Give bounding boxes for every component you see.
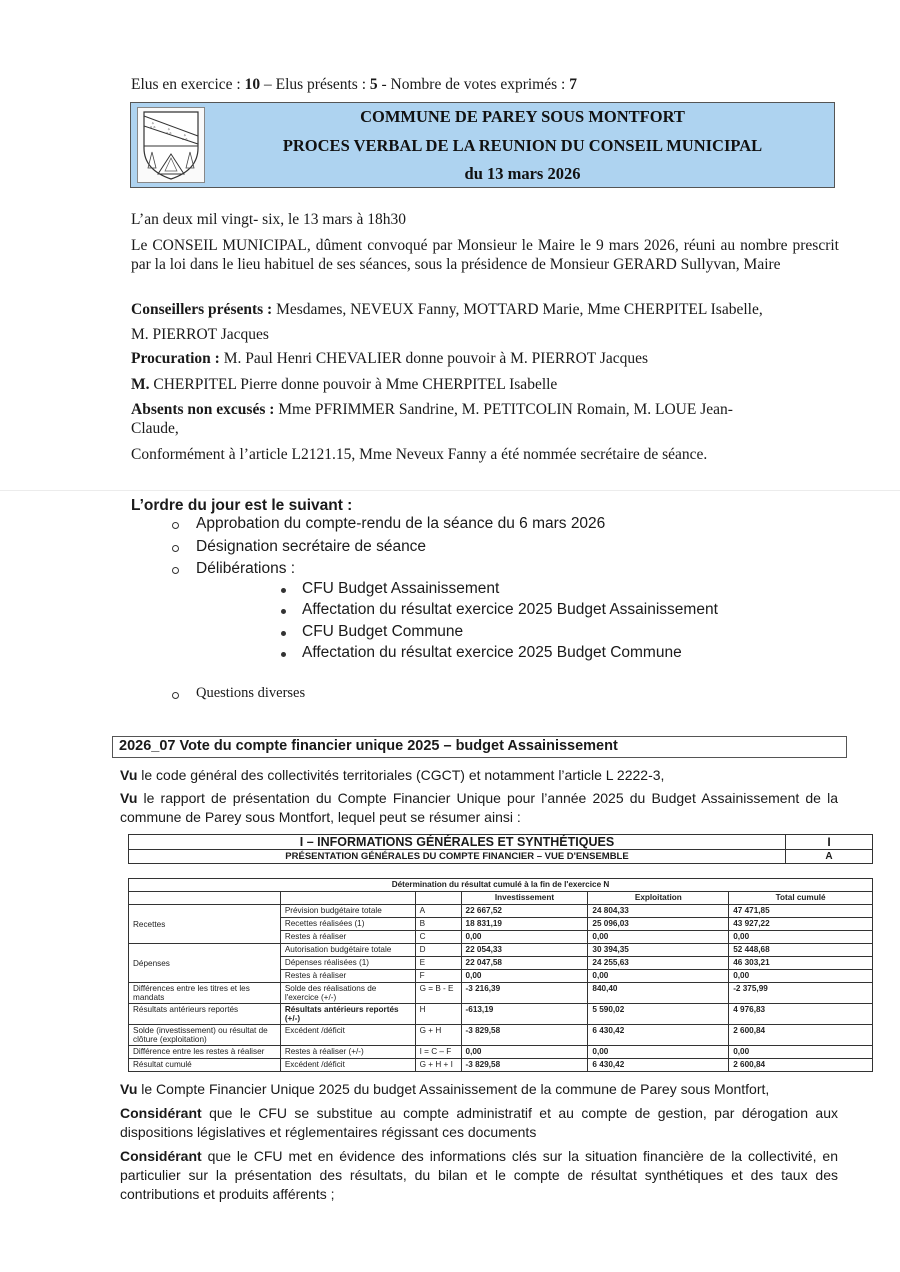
vu-paragraph-2 <box>120 789 838 827</box>
header-cell-empty <box>129 892 281 905</box>
row-code: G + H <box>415 1025 461 1046</box>
coat-of-arms-icon <box>137 107 205 183</box>
circle-bullet-icon <box>172 522 179 529</box>
header-cell-empty <box>280 892 415 905</box>
section-subcode: A <box>786 850 873 864</box>
row-group-label: Différence entre les restes à réaliser <box>129 1046 281 1059</box>
elus-label: Elus en exercice : <box>131 76 245 93</box>
cfu-section-header-table <box>128 834 873 864</box>
investissement-value: 22 054,33 <box>461 944 588 957</box>
table-row <box>129 850 873 864</box>
vu-label: Vu <box>120 1081 138 1097</box>
row-group-label: Résultats antérieurs reportés <box>129 1004 281 1025</box>
dot-bullet-icon <box>281 588 286 593</box>
agenda-title: L’ordre du jour est le suivant : <box>131 497 353 514</box>
absents-line <box>131 400 771 438</box>
dot-bullet-icon <box>281 631 286 636</box>
agenda-sub-item: Affectation du résultat exercice 2025 Budget Assainissement <box>302 601 718 618</box>
procuration2-heading: M. <box>131 376 150 393</box>
procuration-text: M. Paul Henri CHEVALIER donne pouvoir à M. PIERROT Jacques <box>219 350 649 367</box>
row-label: Solde des réalisations de l'exercice (+/-) <box>280 983 415 1004</box>
exploitation-value: 840,40 <box>588 983 729 1004</box>
total-cumule-value: 0,00 <box>729 1046 873 1059</box>
row-label: Restes à réaliser (+/-) <box>280 1046 415 1059</box>
row-code: B <box>415 918 461 931</box>
row-group-label: Dépenses <box>129 944 281 983</box>
agenda-item: Délibérations : <box>196 560 296 577</box>
section-code: I <box>786 835 873 850</box>
procuration-line-2 <box>131 375 839 394</box>
row-label: Résultats antérieurs reportés (+/-) <box>280 1004 415 1025</box>
procuration-heading: Procuration : <box>131 350 220 367</box>
agenda-sub-item: CFU Budget Assainissement <box>302 580 500 597</box>
presents-count: 5 <box>369 76 378 93</box>
table-row <box>129 1046 873 1059</box>
table-row <box>129 835 873 850</box>
row-label: Autorisation budgétaire totale <box>280 944 415 957</box>
exploitation-value: 0,00 <box>588 931 729 944</box>
row-code: D <box>415 944 461 957</box>
vu-text: le Compte Financier Unique 2025 du budget Assainissement de la commune de Parey sous Montfort, <box>137 1081 770 1097</box>
investissement-value: 18 831,19 <box>461 918 588 931</box>
column-header: Exploitation <box>588 892 729 905</box>
table-row <box>129 944 873 957</box>
table-title: Détermination du résultat cumulé à la fin de l'exercice N <box>129 879 873 892</box>
attendance-line <box>131 76 577 94</box>
row-code: C <box>415 931 461 944</box>
investissement-value: 22 667,52 <box>461 905 588 918</box>
row-group-label: Solde (investissement) ou résultat de clôture (exploitation) <box>129 1025 281 1046</box>
exploitation-value: 5 590,02 <box>588 1004 729 1025</box>
votes-count: 7 <box>569 76 577 93</box>
exploitation-value: 24 255,63 <box>588 957 729 970</box>
vu-text: le code général des collectivités territoriales (CGCT) et notamment l’article L 2222-3, <box>137 767 665 783</box>
procuration-line <box>131 349 839 368</box>
presents-line-2: M. PIERROT Jacques <box>131 326 269 343</box>
agenda-item: Approbation du compte-rendu de la séance du 6 mars 2026 <box>196 515 606 532</box>
document-title: PROCES VERBAL DE LA REUNION DU CONSEIL MUNICIPAL <box>282 136 763 155</box>
total-cumule-value: 2 600,84 <box>729 1025 873 1046</box>
row-label: Restes à réaliser <box>280 970 415 983</box>
row-code: A <box>415 905 461 918</box>
total-cumule-value: 4 976,83 <box>729 1004 873 1025</box>
dot-bullet-icon <box>281 609 286 614</box>
svg-text:ஃ: ஃ <box>166 128 172 136</box>
vu-text: le rapport de présentation du Compte Financier Unique pour l’année 2025 du Budget Assainissement de la commune de Parey sous Montfort, lequel peut se résumer ainsi : <box>120 790 838 825</box>
procuration2-text: CHERPITEL Pierre donne pouvoir à Mme CHERPITEL Isabelle <box>149 376 558 393</box>
page-separator <box>0 490 900 491</box>
column-header: Total cumulé <box>729 892 873 905</box>
agenda-item: Désignation secrétaire de séance <box>196 538 427 555</box>
table-row <box>129 1025 873 1046</box>
opening-line: L’an deux mil vingt- six, le 13 mars à 18h30 <box>131 211 406 228</box>
total-cumule-value: -2 375,99 <box>729 983 873 1004</box>
row-label: Excédent /déficit <box>280 1025 415 1046</box>
total-cumule-value: 0,00 <box>729 970 873 983</box>
table-header-row <box>129 892 873 905</box>
considerant-text: que le CFU se substitue au compte administratif et au compte de gestion, par dérogation aux dispositions législatives et réglementaires régissant ces documents <box>120 1105 838 1140</box>
investissement-value: -613,19 <box>461 1004 588 1025</box>
investissement-value: 22 047,58 <box>461 957 588 970</box>
considerant-label: Considérant <box>120 1105 202 1121</box>
circle-bullet-icon <box>172 692 179 699</box>
agenda-sub-item: CFU Budget Commune <box>302 623 464 640</box>
table-row <box>129 1004 873 1025</box>
column-header: Investissement <box>461 892 588 905</box>
investissement-value: -3 829,58 <box>461 1059 588 1072</box>
section-title: I – INFORMATIONS GÉNÉRALES ET SYNTHÉTIQUES <box>129 835 786 850</box>
secretaire-line: Conformément à l’article L2121.15, Mme Neveux Fanny a été nommée secrétaire de séance. <box>131 446 708 463</box>
total-cumule-value: 43 927,22 <box>729 918 873 931</box>
deliberation-title: 2026_07 Vote du compte financier unique 2025 – budget Assainissement <box>112 736 847 758</box>
section-subtitle: PRÉSENTATION GÉNÉRALES DU COMPTE FINANCIER – VUE D'ENSEMBLE <box>129 850 786 864</box>
absents-heading: Absents non excusés : <box>131 401 275 418</box>
row-label: Dépenses réalisées (1) <box>280 957 415 970</box>
agenda-item-last: Questions diverses <box>196 685 306 701</box>
dot-bullet-icon <box>281 652 286 657</box>
considerant-paragraph-1 <box>120 1104 838 1142</box>
investissement-value: 0,00 <box>461 970 588 983</box>
vu-paragraph-1 <box>120 766 838 785</box>
circle-bullet-icon <box>172 545 179 552</box>
presents-names: Mesdames, NEVEUX Fanny, MOTTARD Marie, Mme CHERPITEL Isabelle, <box>272 301 763 318</box>
vu-label: Vu <box>120 767 138 783</box>
exploitation-value: 6 430,42 <box>588 1025 729 1046</box>
row-code: E <box>415 957 461 970</box>
row-code: H <box>415 1004 461 1025</box>
table-title-row <box>129 879 873 892</box>
row-label: Restes à réaliser <box>280 931 415 944</box>
row-label: Prévision budgétaire totale <box>280 905 415 918</box>
row-code: G + H + I <box>415 1059 461 1072</box>
row-label: Excédent /déficit <box>280 1059 415 1072</box>
total-cumule-value: 52 448,68 <box>729 944 873 957</box>
exploitation-value: 24 804,33 <box>588 905 729 918</box>
vu-label: Vu <box>120 790 138 806</box>
vu-paragraph-3 <box>120 1080 838 1099</box>
considerant-label: Considérant <box>120 1148 202 1164</box>
row-code: F <box>415 970 461 983</box>
exploitation-value: 0,00 <box>588 970 729 983</box>
row-group-label: Recettes <box>129 905 281 944</box>
table-row <box>129 905 873 918</box>
exploitation-value: 25 096,03 <box>588 918 729 931</box>
considerant-paragraph-2 <box>120 1147 838 1204</box>
elus-count: 10 <box>244 76 261 93</box>
votes-label: - Nombre de votes exprimés : <box>377 76 570 93</box>
row-group-label: Résultat cumulé <box>129 1059 281 1072</box>
total-cumule-value: 2 600,84 <box>729 1059 873 1072</box>
row-label: Recettes réalisées (1) <box>280 918 415 931</box>
total-cumule-value: 47 471,85 <box>729 905 873 918</box>
absents-names: Mme PFRIMMER Sandrine, M. PETITCOLIN Romain, M. LOUE Jean-Claude, <box>131 401 733 437</box>
convocation-paragraph: Le CONSEIL MUNICIPAL, dûment convoqué par Monsieur le Maire le 9 mars 2026, réuni au nombre prescrit par la loi dans le lieu habituel de ses séances, sous la présidence de Monsieur GERARD Sullyvan, Maire <box>131 237 839 273</box>
exploitation-value: 30 394,35 <box>588 944 729 957</box>
commune-name: COMMUNE DE PAREY SOUS MONTFORT <box>360 107 685 126</box>
agenda-sub-item: Affectation du résultat exercice 2025 Budget Commune <box>302 644 682 661</box>
considerant-text: que le CFU met en évidence des informations clés sur la situation financière de la collectivité, en particulier sur la présentation des résultats, du bilan et le compte de résultat synthétiques et des taux des contributions et produits afférents ; <box>120 1148 838 1202</box>
investissement-value: 0,00 <box>461 931 588 944</box>
circle-bullet-icon <box>172 567 179 574</box>
header-cell-empty <box>415 892 461 905</box>
investissement-value: 0,00 <box>461 1046 588 1059</box>
table-row <box>129 983 873 1004</box>
presents-heading: Conseillers présents : <box>131 301 273 318</box>
exploitation-value: 0,00 <box>588 1046 729 1059</box>
row-group-label: Différences entre les titres et les mandats <box>129 983 281 1004</box>
total-cumule-value: 0,00 <box>729 931 873 944</box>
meeting-date: du 13 mars 2026 <box>464 164 581 183</box>
investissement-value: -3 216,39 <box>461 983 588 1004</box>
presents-label: – Elus présents : <box>260 76 370 93</box>
header-banner <box>130 102 835 188</box>
row-code: G = B - E <box>415 983 461 1004</box>
result-determination-table <box>128 878 873 1072</box>
svg-text:ஃ: ஃ <box>150 122 156 130</box>
svg-text:ஃ: ஃ <box>182 134 188 142</box>
table-row <box>129 1059 873 1072</box>
total-cumule-value: 46 303,21 <box>729 957 873 970</box>
presents-line <box>131 300 839 319</box>
row-code: I = C – F <box>415 1046 461 1059</box>
investissement-value: -3 829,58 <box>461 1025 588 1046</box>
exploitation-value: 6 430,42 <box>588 1059 729 1072</box>
